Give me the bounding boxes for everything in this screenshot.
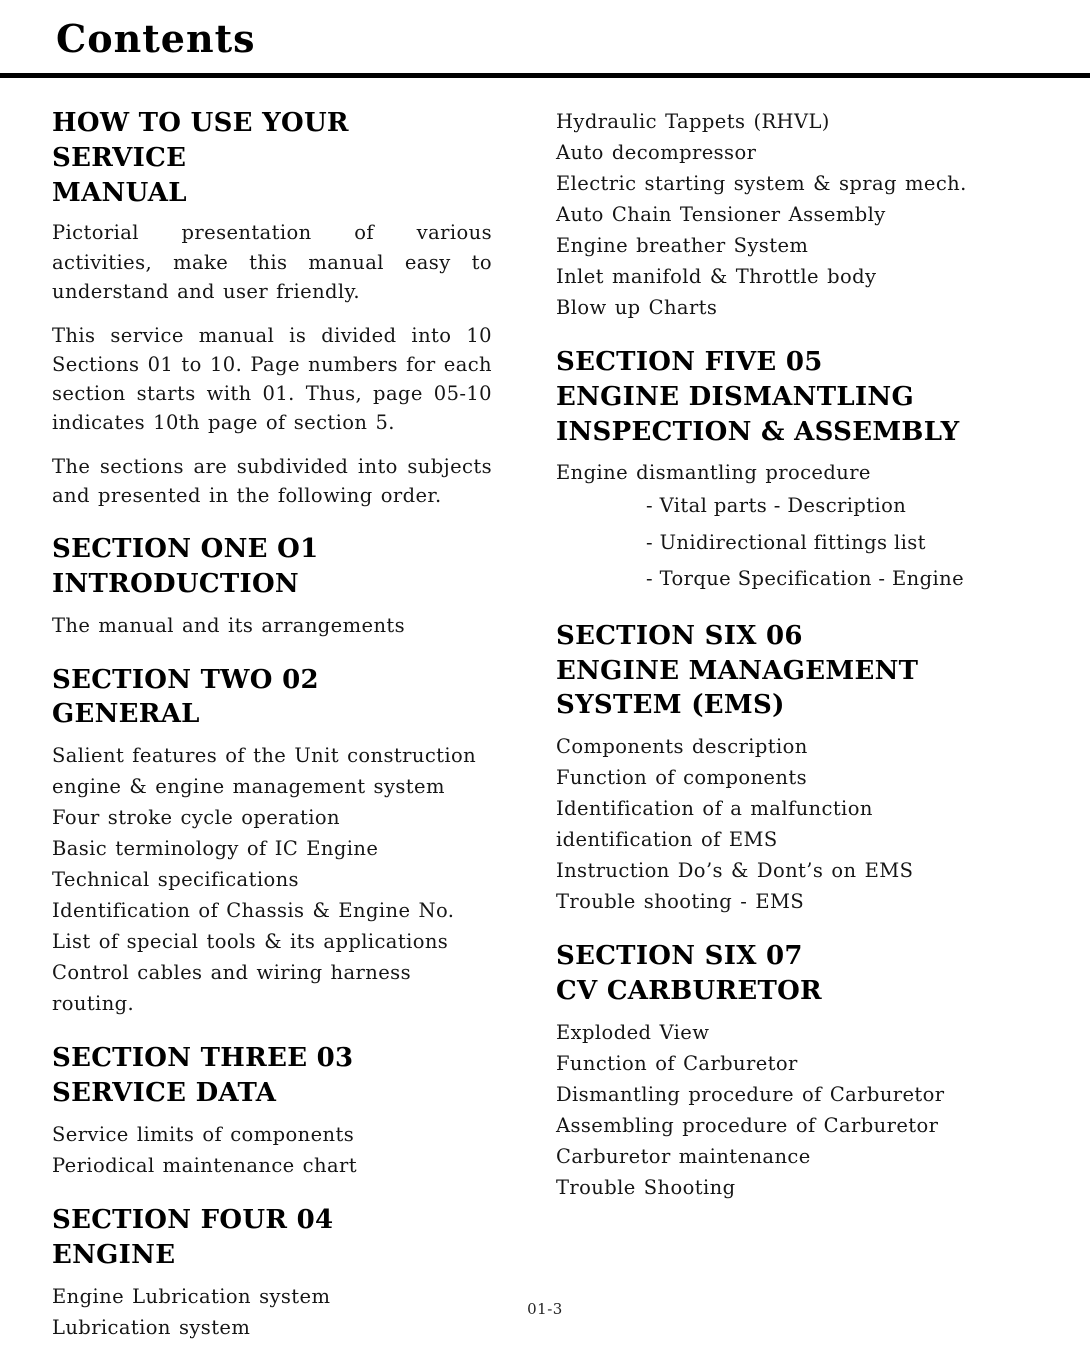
toc-item: Lubrication system — [52, 1315, 251, 1339]
section-heading-line: SERVICE DATA — [52, 1078, 277, 1109]
left-column — [52, 106, 492, 1343]
contents-columns — [0, 78, 1090, 1343]
toc-item: Engine breather System — [556, 234, 809, 257]
toc-item: Engine dismantling procedure — [556, 461, 871, 485]
toc-item: Engine Lubrication system — [52, 1284, 331, 1308]
toc-item: Auto decompressor — [556, 141, 757, 164]
section-heading-line: ENGINE MANAGEMENT — [556, 655, 919, 686]
toc-item: Auto Chain Tensioner Assembly — [556, 203, 886, 226]
section-heading-line: SECTION THREE 03 — [52, 1043, 354, 1074]
section-heading — [556, 619, 992, 723]
section-heading-line: HOW TO USE YOUR SERVICE — [52, 108, 349, 173]
section-heading — [556, 345, 992, 449]
toc-item: Trouble Shooting — [556, 1175, 736, 1199]
section-heading-line: SECTION SIX 07 — [556, 941, 803, 972]
toc-item: Identification of Chassis & Engine No. — [52, 899, 455, 923]
section-heading — [52, 1041, 492, 1111]
toc-item: Instruction Do’s & Dont’s on EMS — [556, 859, 914, 883]
section-heading-line: INSPECTION & ASSEMBLY — [556, 416, 960, 447]
toc-item: Assembling procedure of Carburetor — [556, 1113, 939, 1137]
toc-item: Hydraulic Tappets (RHVL) — [556, 110, 830, 133]
toc-item: Inlet manifold & Throttle body — [556, 265, 877, 288]
toc-item: Components description — [556, 735, 808, 759]
toc-item: Control cables and wiring harness routing. — [52, 961, 411, 1016]
toc-item: Trouble shooting - EMS — [556, 890, 805, 914]
section-heading-line: GENERAL — [52, 699, 200, 730]
toc-item: List of special tools & its applications — [52, 930, 449, 954]
toc-item: Identification of a malfunction identification of EMS — [556, 797, 873, 852]
toc-item: Exploded View — [556, 1020, 710, 1044]
section-heading-line: ENGINE DISMANTLING — [556, 381, 914, 412]
toc-subitem: - Torque Specification - Engine — [646, 566, 965, 590]
section-heading-line: SECTION FOUR 04 — [52, 1204, 334, 1235]
toc-item: The manual and its arrangements — [52, 613, 406, 637]
toc-item: Periodical maintenance chart — [52, 1153, 357, 1177]
intro-paragraph: This service manual is divided into 10 Sections 01 to 10. Page numbers for each section starts with 01. Thus, page 05-10 indicates 10th page of section 5. — [52, 323, 492, 434]
right-column — [556, 106, 992, 1343]
toc-item: Blow up Charts — [556, 296, 718, 319]
page-title: Contents — [56, 16, 256, 61]
section-heading — [52, 532, 492, 602]
toc-subitem: - Unidirectional fittings list — [646, 530, 926, 554]
section-heading-line: ENGINE — [52, 1239, 176, 1270]
toc-item: Technical specifications — [52, 868, 299, 892]
section-heading-line: MANUAL — [52, 177, 187, 208]
toc-item: Function of components — [556, 766, 807, 790]
intro-paragraph: The sections are subdivided into subjects and presented in the following order. — [52, 454, 492, 507]
section-heading-line: SECTION FIVE 05 — [556, 347, 823, 377]
section-heading-line: SECTION TWO 02 — [52, 664, 319, 695]
toc-item: Four stroke cycle operation — [52, 806, 340, 830]
section-heading-line: SECTION ONE O1 — [52, 533, 319, 564]
section-heading — [52, 663, 492, 733]
toc-item: Carburetor maintenance — [556, 1144, 811, 1168]
toc-item: Salient features of the Unit construction engine & engine management system — [52, 744, 477, 799]
toc-item: Basic terminology of IC Engine — [52, 837, 379, 861]
toc-subitem: - Vital parts - Description — [646, 494, 907, 518]
section-heading-line: SYSTEM (EMS) — [556, 690, 785, 721]
section-heading-line: SECTION SIX 06 — [556, 620, 803, 651]
toc-item: Electric starting system & sprag mech. — [556, 172, 967, 195]
page-header — [0, 0, 1090, 61]
page-number: 01-3 — [527, 1300, 563, 1318]
toc-item: Service limits of components — [52, 1122, 355, 1146]
toc-item: Dismantling procedure of Carburetor — [556, 1082, 945, 1106]
section-heading-line: CV CARBURETOR — [556, 975, 822, 1006]
page-footer — [0, 1299, 1090, 1318]
section-heading — [556, 939, 992, 1009]
toc-item: Function of Carburetor — [556, 1051, 798, 1075]
section-heading — [52, 1203, 492, 1273]
section-heading-line: INTRODUCTION — [52, 568, 299, 599]
intro-paragraph: Pictorial presentation of various activities, make this manual easy to understand and user friendly. — [52, 221, 492, 303]
section-heading — [52, 106, 492, 210]
